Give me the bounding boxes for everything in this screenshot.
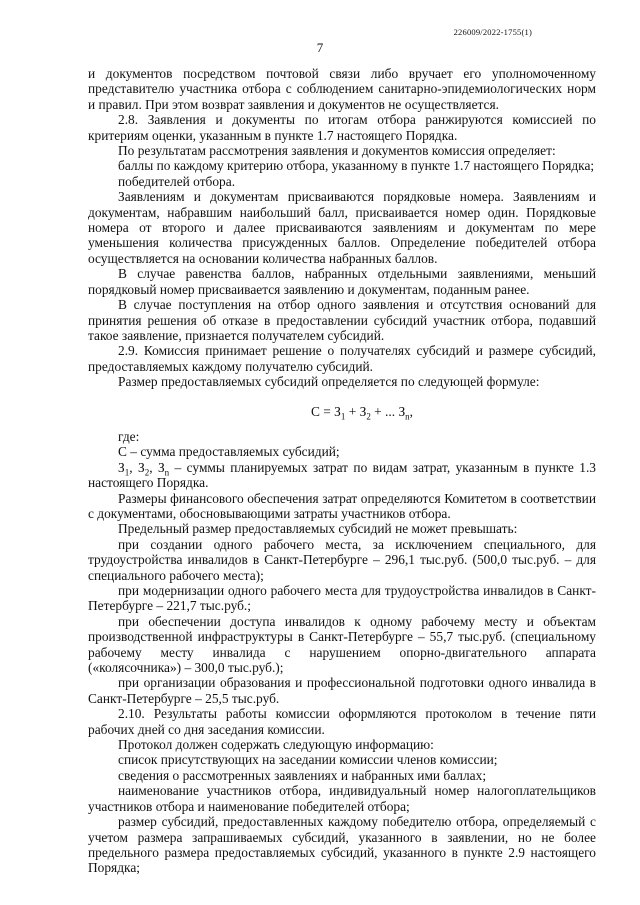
paragraph: 2.8. Заявления и документы по итогам отбора ранжируются комиссией по критериям оценки, указанным в пункте 1.7 настоящего Порядка. bbox=[88, 112, 596, 143]
page-number: 7 bbox=[316, 40, 324, 55]
paragraph: где: bbox=[118, 428, 140, 444]
paragraph: Размер предоставляемых субсидий определяется по следующей формуле: bbox=[118, 374, 540, 390]
paragraph: 2.9. Комиссия принимает решение о получателях субсидий и размере субсидий, предоставляемых каждому получателю субсидий. bbox=[88, 343, 596, 374]
document-body bbox=[88, 66, 596, 876]
paragraph: и документов посредством почтовой связи либо вручает его уполномоченному представителю участника отбора с соблюдением санитарно-эпидемиологических норм и правил. При этом возврат заявления и документов не осуществляется. bbox=[88, 66, 596, 112]
paragraph: По результатам рассмотрения заявления и документов комиссия определяет: bbox=[118, 143, 556, 159]
paragraph: Протокол должен содержать следующую информацию: bbox=[118, 737, 434, 753]
paragraph: при модернизации одного рабочего места для трудоустройства инвалидов в Санкт-Петербурге – 221,7 тыс.руб.; bbox=[88, 583, 596, 614]
paragraph: наименование участников отбора, индивидуальный номер налогоплательщиков участников отбора и наименование победителей отбора; bbox=[88, 783, 596, 814]
paragraph: Размеры финансового обеспечения затрат определяются Комитетом в соответствии с документами, обосновывающими затраты участников отбора. bbox=[88, 490, 596, 521]
paragraph: список присутствующих на заседании комиссии членов комиссии; bbox=[118, 752, 498, 768]
paragraph: при создании одного рабочего места, за исключением специального, для трудоустройства инвалидов в Санкт-Петербурге – 296,1 тыс.руб. (500,0 тыс.руб. – для специального рабочего места); bbox=[88, 536, 596, 583]
paragraph: $З_1$, $З_2$, $З_n$ – суммы планируемых затрат по видам затрат, указанным в пункте 1.3 настоящего Порядка. bbox=[88, 459, 596, 491]
doc-registration-number: 226009/2022-1755(1) bbox=[453, 27, 532, 37]
subsidy-formula: $С = З_1 + З_2$ + ... $З_n$, bbox=[310, 403, 414, 422]
paragraph: В случае поступления на отбор одного заявления и отсутствия оснований для принятия решения об отказе в предоставлении субсидий участник отбора, подавший такое заявление, признается получателем субсидий. bbox=[88, 297, 596, 343]
paragraph: при организации образования и профессиональной подготовки одного инвалида в Санкт-Петербурге – 25,5 тыс.руб. bbox=[88, 675, 596, 706]
paragraph: Предельный размер предоставляемых субсидий не может превышать: bbox=[118, 521, 518, 537]
paragraph: сведения о рассмотренных заявлениях и набранных ими баллах; bbox=[118, 767, 487, 783]
paragraph: при обеспечении доступа инвалидов к одному рабочему месту и объектам производственной инфраструктуры в Санкт-Петербурге – 55,7 тыс.руб. (специальному рабочему месту инвалида с нарушением опорно-двигательного аппарата («колясочника») – 300,0 тыс.руб.); bbox=[88, 613, 596, 676]
paragraph: размер субсидий, предоставленных каждому победителю отбора, определяемый с учетом размера запрашиваемых субсидий, указанного в заявлении, но не более предельного размера предоставляемых субсидий, указанного в пункте 2.9 настоящего Порядка; bbox=[88, 814, 596, 876]
paragraph: В случае равенства баллов, набранных отдельными заявлениями, меньший порядковый номер присваивается заявлению и документам, поданным ранее. bbox=[88, 266, 596, 297]
paragraph: С – сумма предоставляемых субсидий; bbox=[118, 444, 340, 460]
paragraph: победителей отбора. bbox=[118, 173, 236, 189]
paragraph: баллы по каждому критерию отбора, указанному в пункте 1.7 настоящего Порядка; bbox=[118, 158, 595, 174]
paragraph: 2.10. Результаты работы комиссии оформляются протоколом в течение пяти рабочих дней со дня заседания комиссии. bbox=[88, 706, 596, 737]
paragraph: Заявлениям и документам присваиваются порядковые номера. Заявлениям и документам, набравшим наибольший балл, присваивается номер один. Порядковые номера от второго и далее присваиваются заявлениям и документам по мере уменьшения количества присужденных баллов. Определение победителей отбора осуществляется на основании количества набранных баллов. bbox=[88, 189, 596, 266]
